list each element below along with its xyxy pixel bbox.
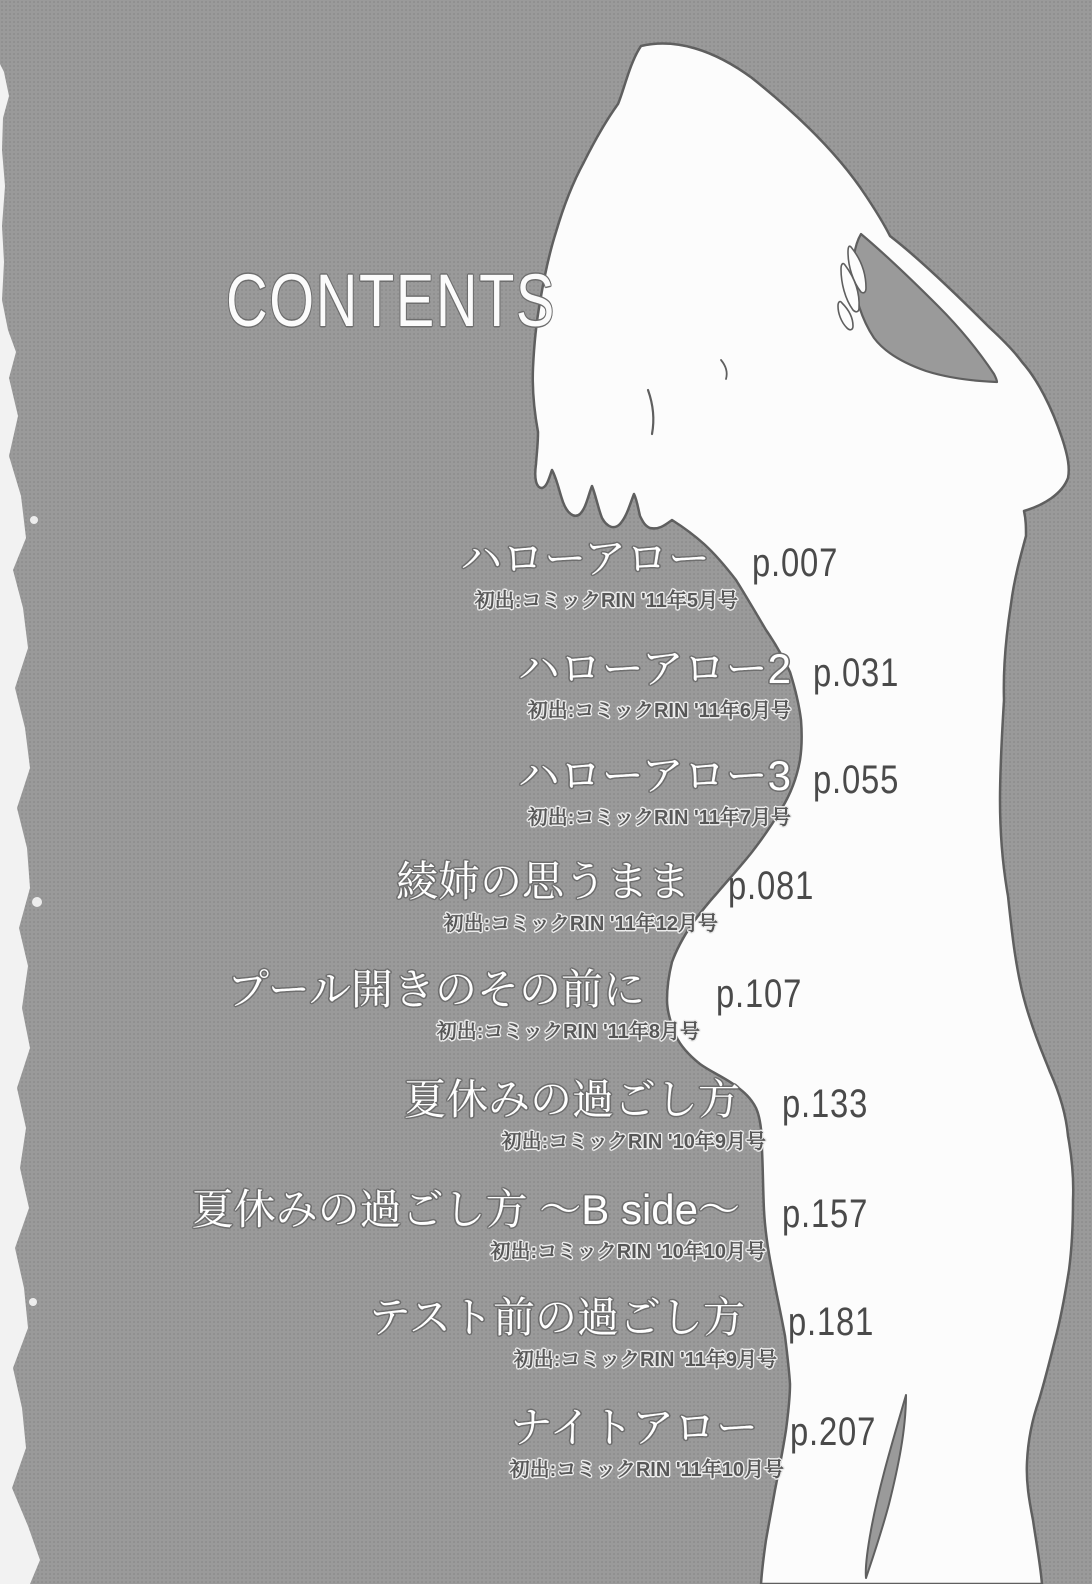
chapter-title: ハローアロー bbox=[460, 535, 710, 582]
chapter-source: 初出:コミックRIN '11年5月号 bbox=[474, 590, 738, 613]
chapter-page-number: p.055 bbox=[813, 758, 900, 802]
toc-entry bbox=[0, 1078, 1092, 1168]
chapter-title: 夏休みの過ごし方 bbox=[403, 1076, 740, 1123]
toc-entry bbox=[0, 1296, 1092, 1386]
chapter-page-number: p.031 bbox=[813, 651, 900, 695]
toc-entry bbox=[0, 1188, 1092, 1278]
chapter-title: プール開きのその前に bbox=[227, 966, 645, 1013]
toc-entry bbox=[0, 860, 1092, 950]
toc-entry bbox=[0, 1406, 1092, 1496]
toc-entry bbox=[0, 968, 1092, 1058]
chapter-source: 初出:コミックRIN '11年9月号 bbox=[513, 1349, 777, 1372]
chapter-page-number: p.133 bbox=[782, 1082, 869, 1126]
chapter-page-number: p.107 bbox=[716, 972, 803, 1016]
page-title: CONTENTS bbox=[226, 259, 556, 342]
toc-entry bbox=[0, 537, 1092, 627]
chapter-page-number: p.157 bbox=[782, 1192, 869, 1236]
chapter-page-number: p.181 bbox=[788, 1300, 875, 1344]
toc-entry bbox=[0, 754, 1092, 844]
chapter-source: 初出:コミックRIN '11年7月号 bbox=[527, 807, 791, 830]
chapter-source: 初出:コミックRIN '11年8月号 bbox=[436, 1021, 700, 1044]
chapter-source: 初出:コミックRIN '10年10月号 bbox=[490, 1241, 766, 1264]
chapter-title: ハローアロー2 bbox=[517, 645, 791, 692]
chapter-title: ハローアロー3 bbox=[517, 752, 791, 799]
chapter-source: 初出:コミックRIN '11年6月号 bbox=[527, 700, 791, 723]
chapter-page-number: p.081 bbox=[728, 864, 815, 908]
chapter-title: テスト前の過ごし方 bbox=[368, 1294, 745, 1341]
chapter-page-number: p.207 bbox=[790, 1410, 877, 1454]
paper-speck bbox=[30, 516, 38, 524]
chapter-source: 初出:コミックRIN '11年10月号 bbox=[509, 1459, 784, 1482]
toc-entry bbox=[0, 647, 1092, 737]
chapter-source: 初出:コミックRIN '11年12月号 bbox=[443, 913, 718, 936]
chapter-page-number: p.007 bbox=[752, 541, 839, 585]
chapter-title: 夏休みの過ごし方 ～B side～ bbox=[191, 1186, 740, 1233]
chapter-source: 初出:コミックRIN '10年9月号 bbox=[501, 1131, 766, 1154]
chapter-title: 綾姉の思うまま bbox=[395, 858, 690, 905]
chapter-title: ナイトアロー bbox=[510, 1404, 758, 1451]
